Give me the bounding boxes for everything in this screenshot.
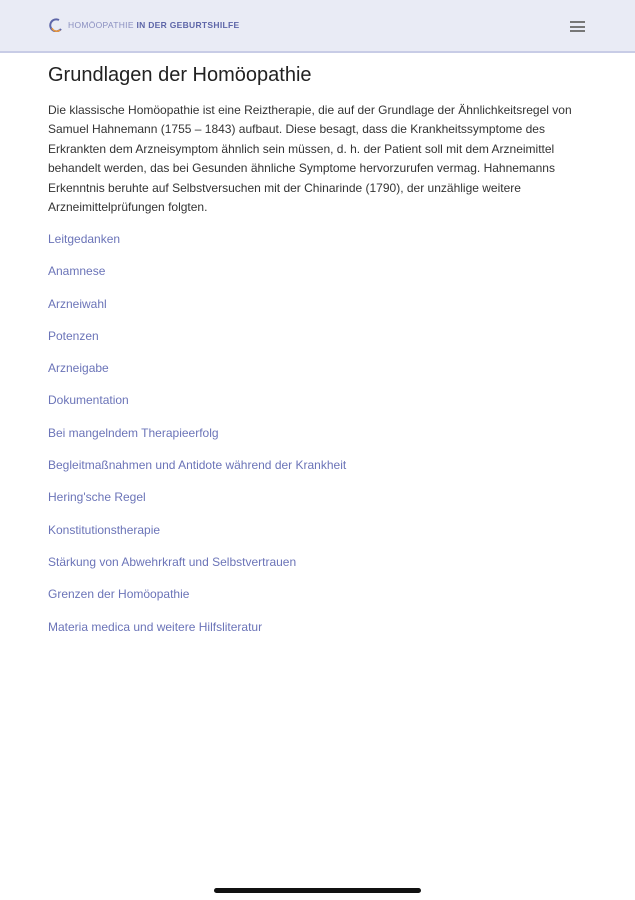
app-header [0,0,635,53]
logo-icon [49,18,63,32]
topic-link[interactable]: Hering'sche Regel [48,490,146,505]
topic-link[interactable]: Arzneiwahl [48,296,107,311]
hamburger-menu-icon[interactable] [570,21,585,33]
topic-link[interactable]: Grenzen der Homöopathie [48,587,190,602]
topic-link[interactable]: Dokumentation [48,393,129,408]
intro-paragraph: Die klassische Homöopathie ist eine Reiztherapie, die auf der Grundlage der Ähnlichkeitsregel von Samuel Hahnemann (1755 – 1843) aufbaut. Diese besagt, dass die Krankheitssymptome des Erkrankten dem Arzneisymptom ähnlich sein müssen, d. h. der Patient soll mit dem Arzneimittel behandelt werden, das bei Gesunden ähnliche Symptome hervorzurufen vermag. Hahnemanns Erkenntnis beruhte auf Selbstversuchen mit der Chinarinde (1790), der unzählige weitere Arzneimittelprüfungen folgten. [48,103,572,215]
topic-link[interactable]: Konstitutionstherapie [48,522,161,537]
topic-link[interactable]: Materia medica und weitere Hilfsliteratur [48,619,263,634]
topic-link[interactable]: Arzneigabe [48,361,109,376]
app-logo[interactable] [49,18,239,32]
topic-link[interactable]: Leitgedanken [48,232,121,246]
brand-title: HOMÖOPATHIE IN DER GEBURTSHILFE [68,20,240,30]
topic-link[interactable]: Anamnese [48,264,106,279]
topic-link[interactable]: Begleitmaßnahmen und Antidote während der Krankheit [48,458,347,473]
topic-link[interactable]: Stärkung von Abwehrkraft und Selbstvertrauen [48,554,297,569]
topic-link[interactable]: Potenzen [48,328,99,343]
home-indicator[interactable] [214,888,421,893]
topic-link-list [48,229,346,649]
page-title: Grundlagen der Homöopathie [48,64,312,86]
topic-link[interactable]: Bei mangelndem Therapieerfolg [48,425,219,440]
